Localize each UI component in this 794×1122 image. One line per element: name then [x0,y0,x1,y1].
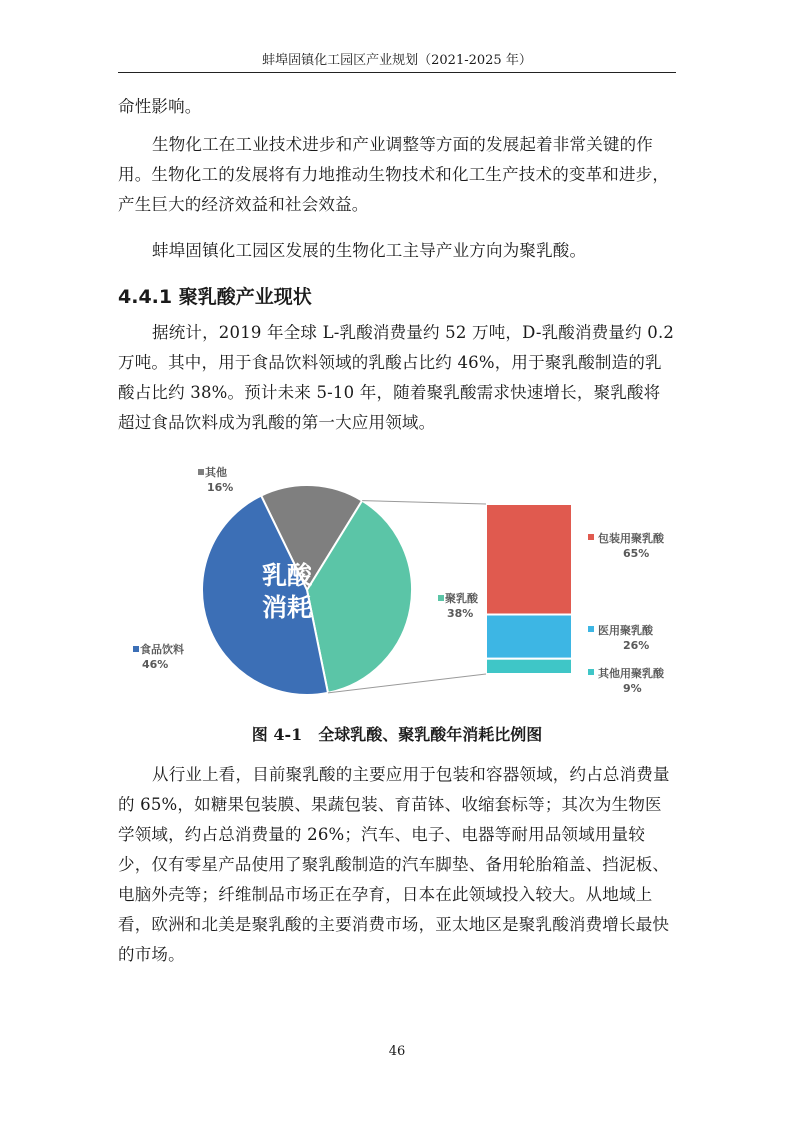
slice-label: 聚乳酸 [445,592,478,605]
legend-marker [133,646,139,652]
chart-svg [118,462,698,702]
bar-value-label: 26% [623,639,650,652]
legend-marker [588,534,594,540]
header-rule [118,72,676,73]
connector-line [362,501,486,504]
slice-value-label: 16% [207,481,234,494]
bar-segment [486,615,572,659]
bar-value-label: 9% [623,682,642,695]
legend-marker [588,669,594,675]
bar-series-label: 包装用聚乳酸 [598,532,664,545]
lactic-acid-consumption-figure [118,462,698,702]
bar-segment [486,504,572,615]
pie-center-title: 乳酸 [261,561,313,590]
pie-center-title: 消耗 [261,593,313,622]
bar-value-label: 65% [623,547,650,560]
page-number: 46 [388,1044,406,1059]
paragraph-direction: 蚌埠固镇化工园区发展的生物化工主导产业方向为聚乳酸。 [152,241,587,260]
bar-series-label: 医用聚乳酸 [598,624,653,637]
legend-marker [588,626,594,632]
legend-marker [438,595,444,601]
running-header: 蚌埠固镇化工园区产业规划（2021-2025 年） [262,53,532,68]
legend-marker [198,469,204,475]
slice-label: 食品饮料 [140,643,184,656]
slice-label: 其他 [205,466,227,479]
paragraph-bio-chemical: 生物化工在工业技术进步和产业调整等方面的发展起着非常关键的作用。生物化工的发展将有力地推动生物技术和化工生产技术的变革和进步，产生巨大的经济效益和社会效益。 [118,135,670,214]
slice-value-label: 38% [447,607,474,620]
paragraph-industry: 从行业上看，目前聚乳酸的主要应用于包装和容器领域，约占总消费量的 65%，如糖果包装膜、果蔬包装、育苗钵、收缩套标等；其次为生物医学领域，约占总消费量的 26%；汽车、电子、电器等耐用品领域用量较少，仅有零星产品使用了聚乳酸制造的汽车脚垫、备用轮胎箱盖、挡泥板、电脑外壳等；纤维制品市场正在孕育，日本在此领域投入较大。从地域上看，欧洲和北美是聚乳酸的主要消费市场，亚太地区是聚乳酸消费增长最快的市场。 [118,765,670,964]
paragraph-continuation: 命性影响。 [118,97,202,116]
section-heading: 4.4.1 聚乳酸产业现状 [118,286,312,308]
figure-caption: 图 4-1 全球乳酸、聚乳酸年消耗比例图 [251,725,543,744]
paragraph-statistics: 据统计，2019 年全球 L-乳酸消费量约 52 万吨，D-乳酸消费量约 0.2 万吨。其中，用于食品饮料领域的乳酸占比约 46%，用于聚乳酸制造的乳酸占比约 38%。预计未来 5-10 年，随着聚乳酸需求快速增长，聚乳酸将超过食品饮料成为乳酸的第一大应用领域。 [118,323,675,432]
bar-series-label: 其他用聚乳酸 [598,667,664,680]
slice-value-label: 46% [142,658,169,671]
bar-segment [486,659,572,674]
